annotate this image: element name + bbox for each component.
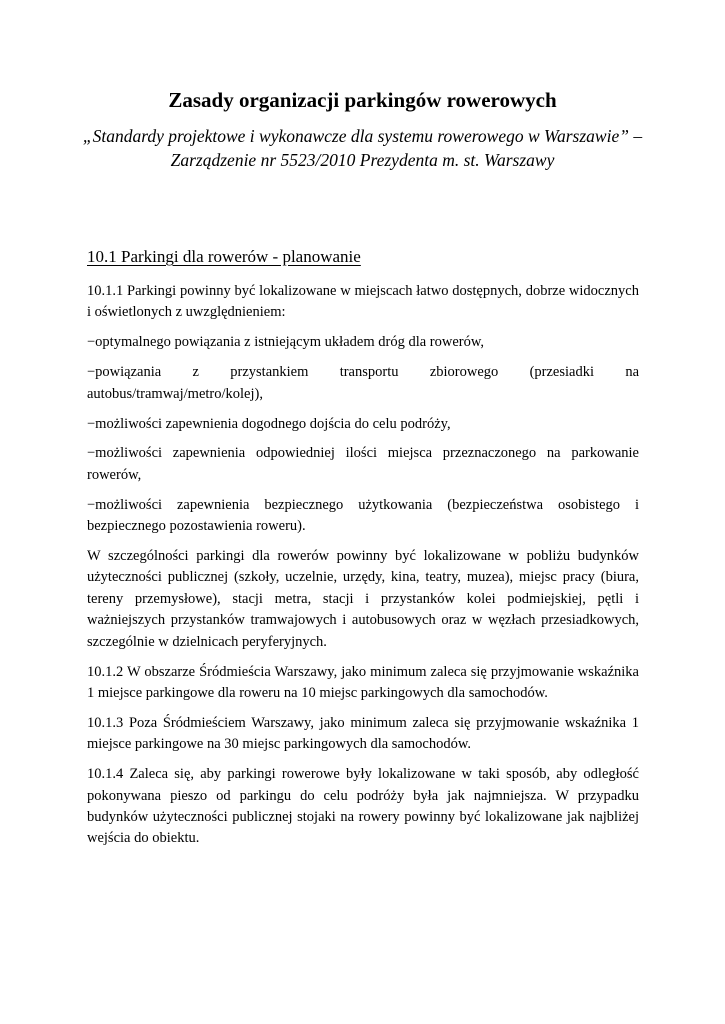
list-item-safety: −możliwości zapewnienia bezpiecznego użytkowania (bezpieczeństwa osobistego i bezpiecznego pozostawienia roweru). <box>87 496 639 535</box>
section-heading: 10.1 Parkingi dla rowerów - planowanie <box>87 247 361 266</box>
document-subtitle <box>80 124 645 172</box>
paragraph-10-1-1: 10.1.1 Parkingi powinny być lokalizowane w miejscach łatwo dostępnych, dobrze widocznych i oświetlonych z uwzględnieniem: <box>87 283 639 321</box>
subtitle-line-1: „Standardy projektowe i wykonawcze dla systemu rowerowego w Warszawie” – <box>82 126 643 146</box>
document-body <box>87 281 639 858</box>
list-item-roads: −optymalnego powiązania z istniejącym układem dróg dla rowerów, <box>87 334 485 351</box>
list-item-access: −możliwości zapewnienia dogodnego dojścia do celu podróży, <box>87 415 451 432</box>
paragraph-10-1-2: 10.1.2 W obszarze Śródmieścia Warszawy, jako minimum zaleca się przyjmowanie wskaźnika 1 miejsce parkingowe dla roweru na 10 miejsc parkingowych dla samochodów. <box>87 663 639 701</box>
paragraph-locations: W szczególności parkingi dla rowerów powinny być lokalizowane w pobliżu budynków użyteczności publicznej (szkoły, uczelnie, urzędy, kina, teatry, muzea), miejsc pracy (biura, tereny przemysłowe), stacji metra, stacji i przystanków kolei podmiejskiej, pętli i ważniejszych przystanków tramwajowych i autobusowych oraz w węzłach przesiadkowych, szczególnie w dzielnicach peryferyjnych. <box>87 548 639 650</box>
list-item-space: −możliwości zapewnienia odpowiedniej ilości miejsca przeznaczonego na parkowanie rowerów, <box>87 445 639 483</box>
subtitle-line-2: Zarządzenie nr 5523/2010 Prezydenta m. st. Warszawy <box>170 150 555 170</box>
document-title: Zasady organizacji parkingów rowerowych <box>168 88 557 112</box>
paragraph-10-1-3: 10.1.3 Poza Śródmieściem Warszawy, jako minimum zaleca się przyjmowanie wskaźnika 1 miejsce parkingowe na 30 miejsc parkingowych dla samochodów. <box>87 714 639 753</box>
list-item-transit: −powiązania z przystankiem transportu zbiorowego (przesiadki na autobus/tramwaj/metro/kolej), <box>87 364 639 402</box>
paragraph-10-1-4: 10.1.4 Zaleca się, aby parkingi rowerowe były lokalizowane w taki sposób, aby odległość pokonywana pieszo od parkingu do celu podróży była jak najmniejsza. W przypadku budynków użyteczności publicznej stojaki na rowery powinny być lokalizowane jak najbliżej wejścia do obiektu. <box>87 766 639 847</box>
